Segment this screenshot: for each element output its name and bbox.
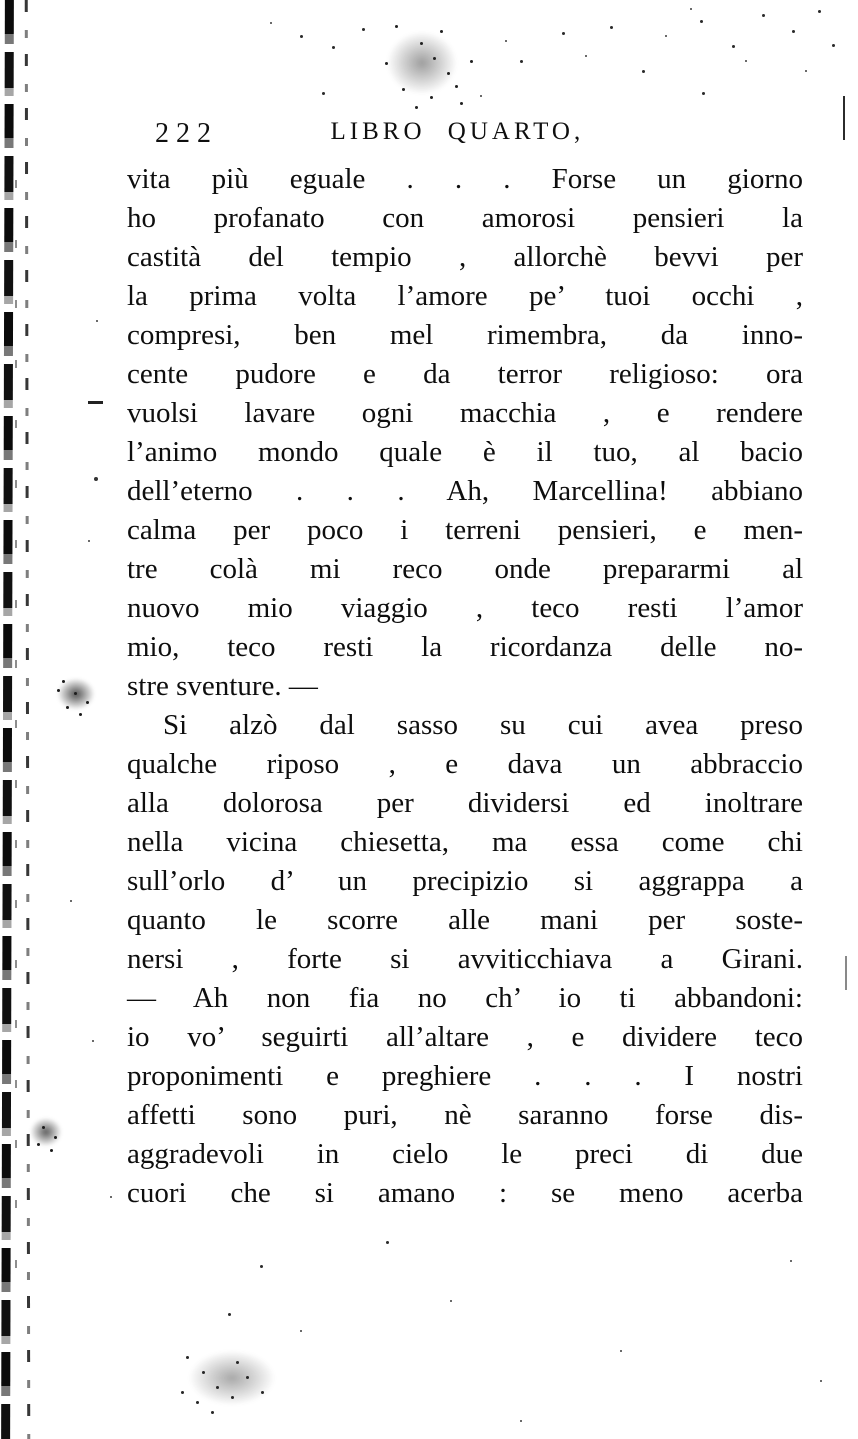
text-line: nella vicina chiesetta, ma essa come chi <box>127 826 803 858</box>
text-line: sull’orlo d’ un precipizio si aggrappa a <box>127 865 803 897</box>
text-line: alla dolorosa per dividersi ed inoltrare <box>127 787 803 819</box>
page-content <box>127 116 803 1213</box>
text-line: cente pudore e da terror religioso: ora <box>127 358 803 390</box>
text-line: dell’eterno . . . Ah, Marcellina! abbiano <box>127 475 803 507</box>
text-line: — Ah non fia no ch’ io ti abbandoni: <box>127 982 803 1014</box>
text-line: stre sventure. — <box>127 670 318 702</box>
text-line: mio, teco resti la ricordanza delle no- <box>127 631 803 663</box>
text-line: l’animo mondo quale è il tuo, al bacio <box>127 436 803 468</box>
text-line: nuovo mio viaggio , teco resti l’amor <box>127 592 803 624</box>
running-title: LIBRO QUARTO, <box>330 118 585 145</box>
text-line: io vo’ seguirti all’altare , e dividere teco <box>127 1021 803 1053</box>
text-line: tre colà mi reco onde prepararmi al <box>127 553 803 585</box>
text-line: vita più eguale . . . Forse un giorno <box>127 163 803 195</box>
ink-smudge <box>372 18 472 108</box>
text-line: proponimenti e preghiere . . . I nostri <box>127 1060 803 1092</box>
binding-shadow-line-2 <box>25 0 31 1439</box>
text-block <box>127 160 803 1213</box>
text-line: la prima volta l’amore pe’ tuoi occhi , <box>127 280 803 312</box>
edge-tick-mark <box>845 956 847 990</box>
margin-dash-mark <box>88 401 103 404</box>
ink-smudge <box>50 672 102 716</box>
text-line: quanto le scorre alle mani per soste- <box>127 904 803 936</box>
text-line: affetti sono puri, nè saranno forse dis- <box>127 1099 803 1131</box>
ink-smudge <box>24 1112 68 1152</box>
page-header <box>127 116 803 158</box>
ink-smudge <box>172 1340 292 1416</box>
binding-shadow-line <box>1 0 14 1439</box>
text-line: qualche riposo , e dava un abbraccio <box>127 748 803 780</box>
edge-tick-mark <box>843 96 845 140</box>
text-line: cuori che si amano : se meno acerba <box>127 1177 803 1209</box>
text-line: aggradevoli in cielo le preci di due <box>127 1138 803 1170</box>
text-line: castità del tempio , allorchè bevvi per <box>127 241 803 273</box>
text-line: nersi , forte si avviticchiava a Girani. <box>127 943 803 975</box>
margin-dot-mark <box>94 477 98 481</box>
binding-shadow-line-3 <box>15 180 17 1280</box>
text-line: calma per poco i terreni pensieri, e men- <box>127 514 803 546</box>
text-line: Si alzò dal sasso su cui avea preso <box>163 709 803 741</box>
page-number: 222 <box>155 118 218 149</box>
scan-speckles <box>0 0 2 2</box>
text-line: ho profanato con amorosi pensieri la <box>127 202 803 234</box>
text-line: vuolsi lavare ogni macchia , e rendere <box>127 397 803 429</box>
text-line: compresi, ben mel rimembra, da inno- <box>127 319 803 351</box>
